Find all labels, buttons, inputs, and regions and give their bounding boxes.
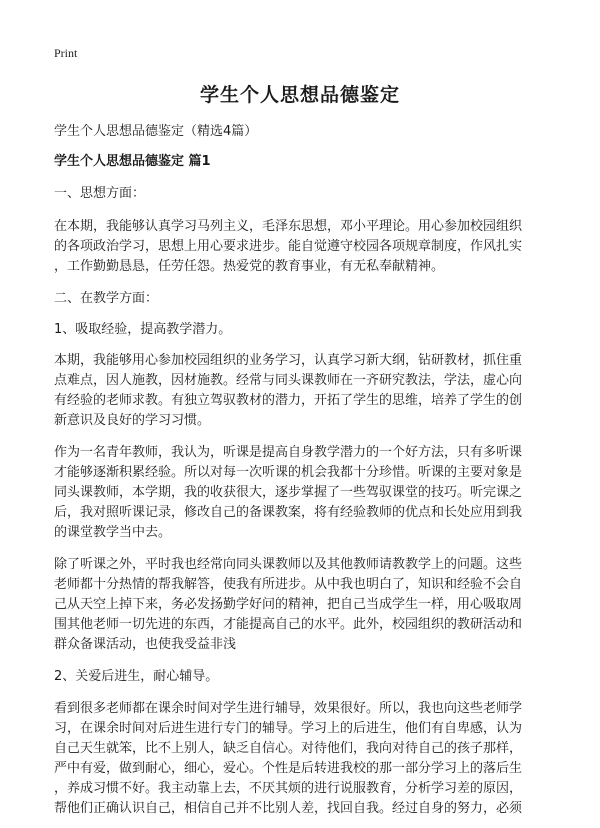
body-line: ，养成习惯不好。我主动靠上去，不厌其烦的进行说服教育，分析学习差的原因， bbox=[54, 781, 523, 796]
body-line: 1、吸取经验，提高教学潜力。 bbox=[54, 322, 232, 337]
body-line: 点难点，因人施教，因材施教。经常与同头课教师在一齐研究教法，学法，虚心向 bbox=[54, 373, 523, 388]
body-line: 帮他们正确认识自己，相信自己并不比别人差，找回自我。经过自身的努力，必须 bbox=[54, 801, 523, 816]
body-line: 习，在课余时间对后进生进行专门的辅导。学习上的后进生，他们有自卑感，认为 bbox=[54, 721, 523, 736]
body-line: 严中有爱，做到耐心，细心，爱心。个性是后转进我校的那一部分学习上的落后生 bbox=[54, 761, 523, 776]
body-line: 后，我对照听课记录，修改自己的备课教案，将有经验教师的优点和长处应用到我 bbox=[54, 505, 523, 520]
subtitle: 学生个人思想品德鉴定（精选4篇） bbox=[54, 124, 258, 139]
body-line: ，工作勤勤恳恳，任劳任怨。热爱党的教育事业，有无私奉献精神。 bbox=[54, 259, 445, 274]
body-line: 本期，我能够用心参加校园组织的业务学习，认真学习新大纲，钻研教材，抓住重 bbox=[54, 353, 523, 368]
body-line: 二、在教学方面： bbox=[54, 291, 159, 306]
document-title: 学生个人思想品德鉴定 bbox=[199, 84, 400, 106]
print-link[interactable]: Print bbox=[54, 46, 78, 60]
body-line: 老师都十分热情的帮我解答，使我有所进步。从中我也明白了，知识和经验不会自 bbox=[54, 577, 523, 592]
body-line: 同头课教师，本学期，我的收获很大，逐步掌握了一些驾驭课堂的技巧。听完课之 bbox=[54, 485, 523, 500]
body-line: 看到很多老师都在课余时间对学生进行辅导，效果很好。所以，我也向这些老师学 bbox=[54, 701, 523, 716]
body-line: 在本期，我能够认真学习马列主义，毛泽东思想，邓小平理论。用心参加校园组织 bbox=[54, 219, 523, 234]
section-heading: 学生个人思想品德鉴定 篇1 bbox=[54, 154, 211, 169]
body-line: 己从天空上掉下来，务必发扬勤学好问的精神，把自己当成学生一样，用心吸取周 bbox=[54, 597, 523, 612]
body-line: 的课堂教学当中去。 bbox=[54, 525, 172, 540]
body-line: 新意识及良好的学习习惯。 bbox=[54, 413, 211, 428]
body-line: 作为一名青年教师，我认为，听课是提高自身教学潜力的一个好方法，只有多听课 bbox=[54, 445, 523, 460]
body-line: 一、思想方面： bbox=[54, 186, 146, 201]
body-line: 的各项政治学习，思想上用心要求进步。能自觉遵守校园各项规章制度，作风扎实 bbox=[54, 239, 523, 254]
body-line: 2、关爱后进生，耐心辅导。 bbox=[54, 669, 219, 684]
body-line: 群众备课活动，也使我受益非浅 bbox=[54, 637, 237, 652]
body-line: 除了听课之外，平时我也经常向同头课教师以及其他教师请教教学上的问题。这些 bbox=[54, 557, 523, 572]
body-line: 自己天生就笨，比不上别人，缺乏自信心。对待他们，我向对待自己的孩子那样， bbox=[54, 741, 523, 756]
body-line: 才能够逐渐积累经验。所以对每一次听课的机会我都十分珍惜。听课的主要对象是 bbox=[54, 465, 523, 480]
body-line: 围其他老师一切先进的东西，才能提高自己的水平。此外，校园组织的教研活动和 bbox=[54, 617, 523, 632]
body-line: 有经验的老师求教。有独立驾驭教材的潜力，开拓了学生的思维，培养了学生的创 bbox=[54, 393, 523, 408]
